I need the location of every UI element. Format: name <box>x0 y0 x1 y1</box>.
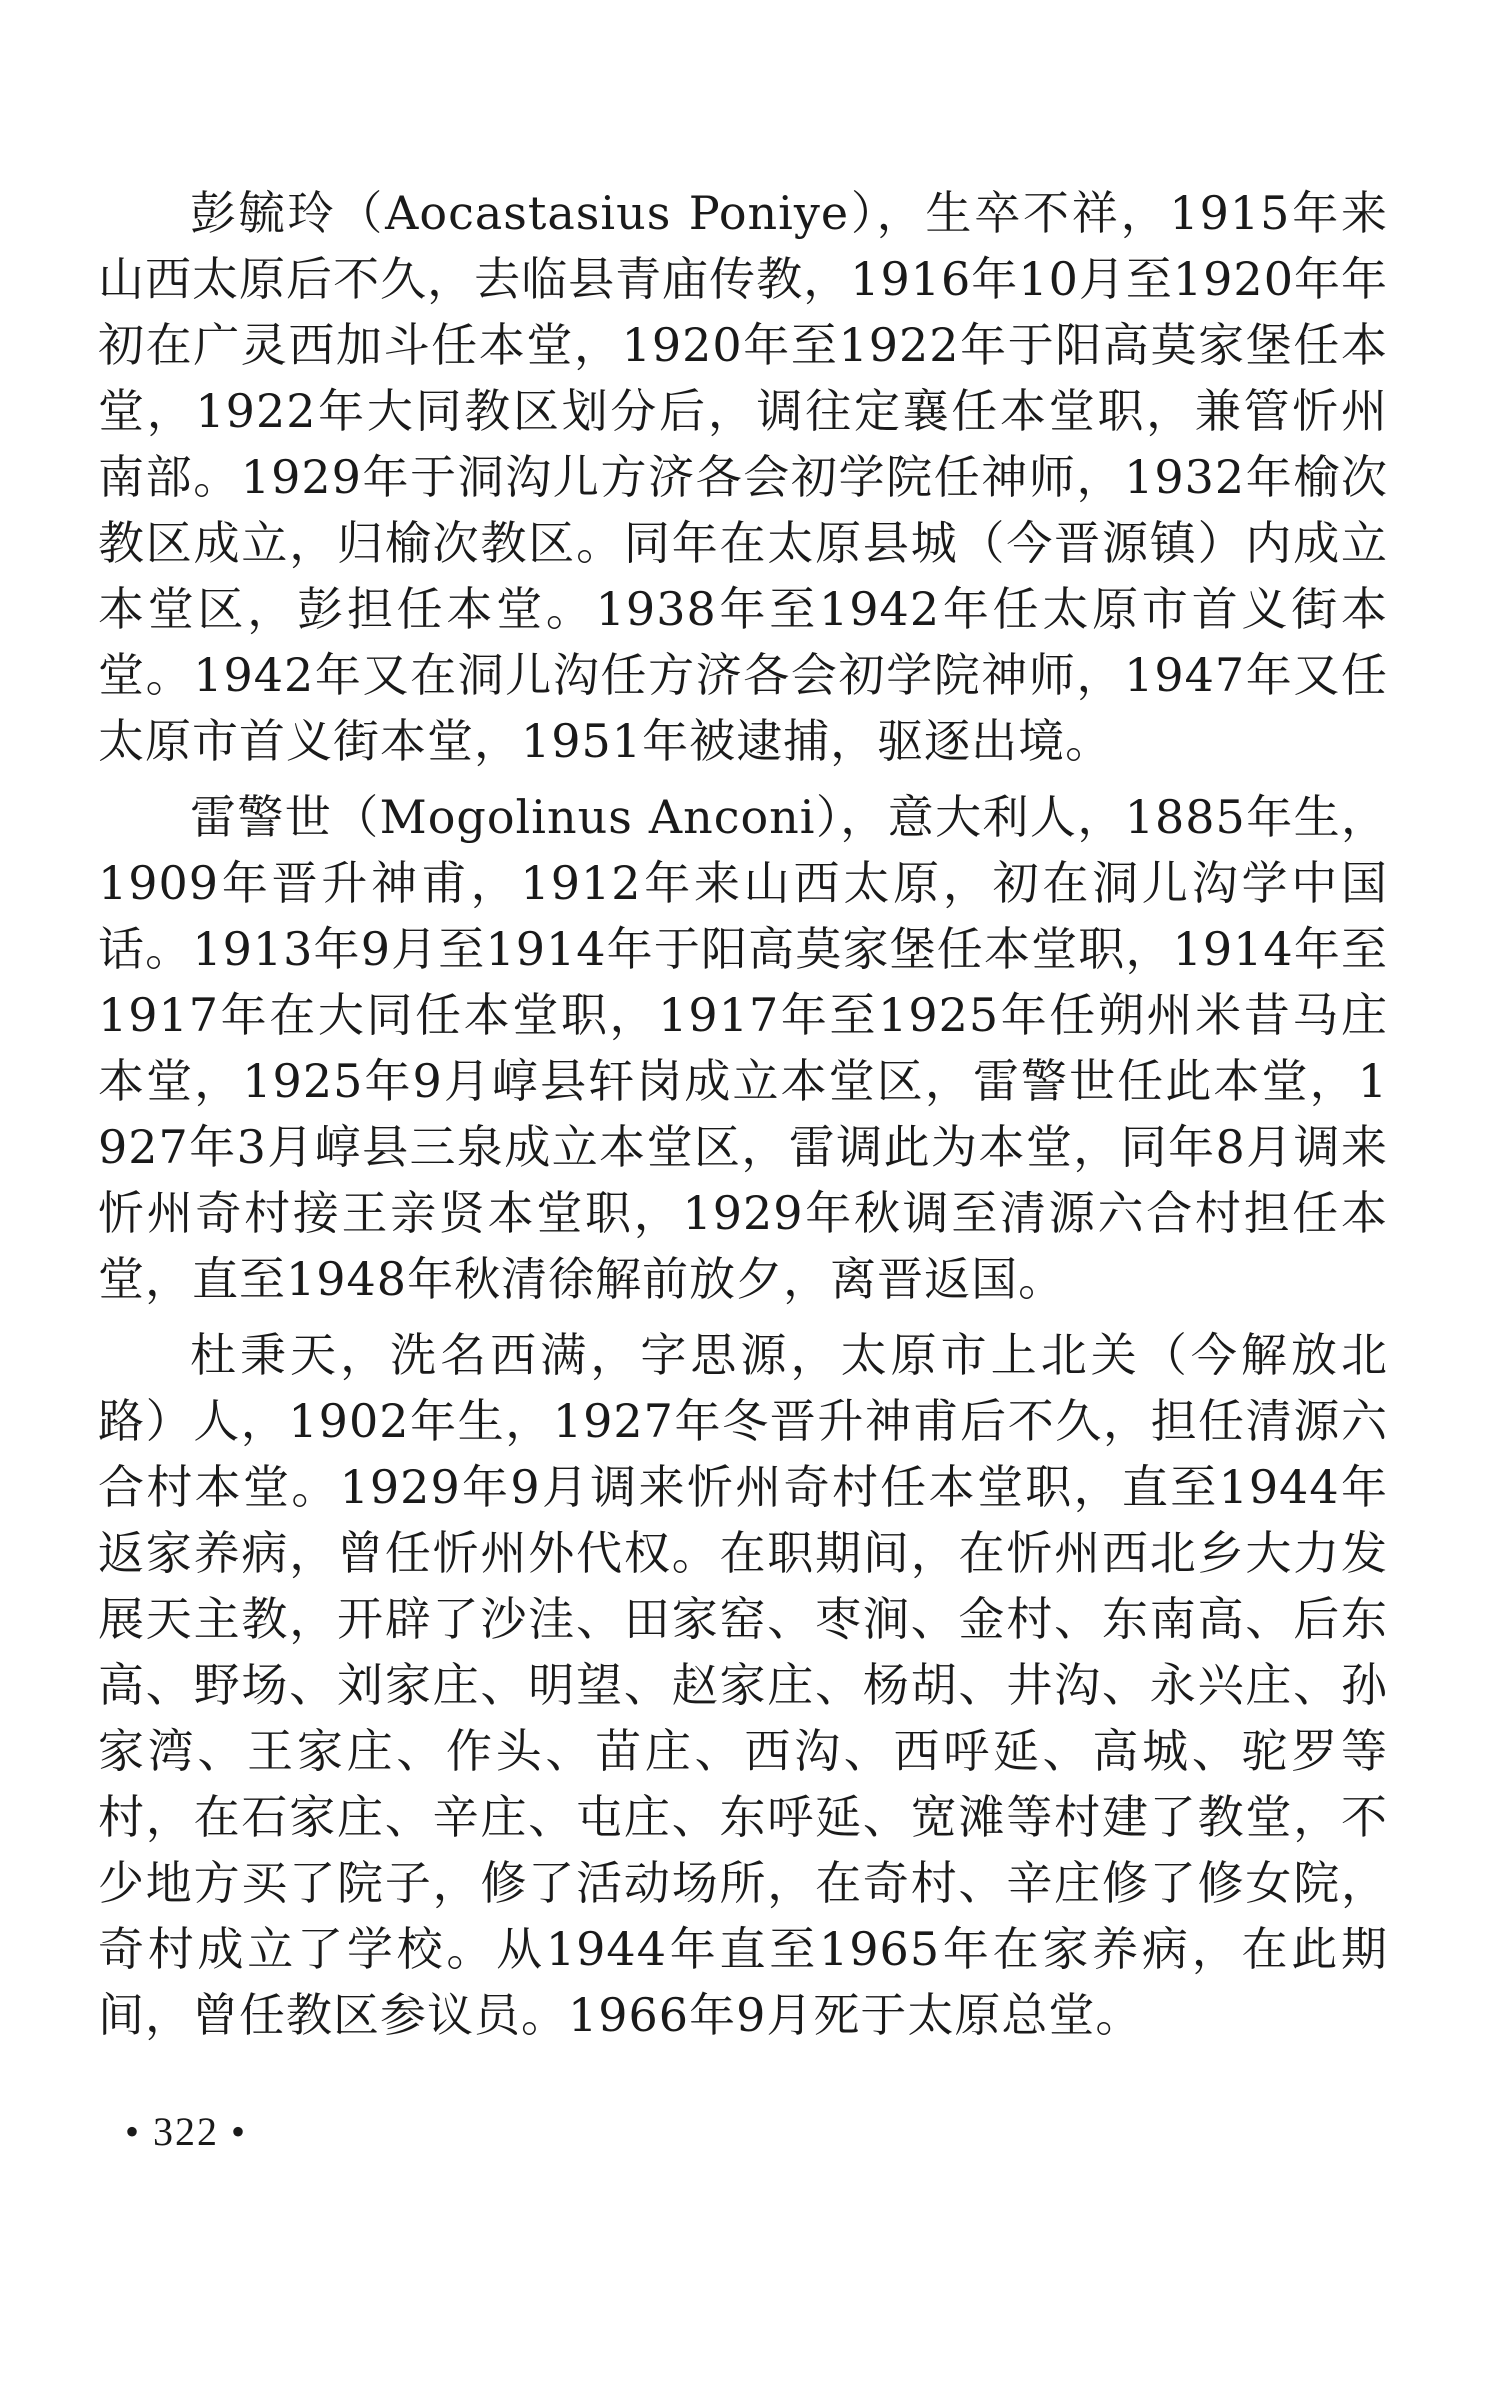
paragraph-du-bingtian: 杜秉天，洗名西满，字思源，太原市上北关（今解放北路）人，1902年生，1927年冬晋升神甫后不久，担任清源六合村本堂。1929年9月调来忻州奇村任本堂职，直至1944年返家养病，曾任忻州外代权。在职期间，在忻州西北乡大力发展天主教，开辟了沙洼、田家窑、枣涧、金村、东南高、后东高、野场、刘家庄、明望、赵家庄、杨胡、井沟、永兴庄、孙家湾、王家庄、作头、苗庄、西沟、西呼延、高城、驼罗等村，在石家庄、辛庄、屯庄、东呼延、宽滩等村建了教堂，不少地方买了院子，修了活动场所，在奇村、辛庄修了修女院，奇村成立了学校。从1944年直至1965年在家养病，在此期间，曾任教区参议员。1966年9月死于太原总堂。 <box>98 1328 1388 2042</box>
page-number: • 322 • <box>125 2109 248 2154</box>
paragraph-lei-jingshi: 雷警世（Mogolinus Anconi），意大利人，1885年生，1909年晋升神甫，1912年来山西太原，初在洞儿沟学中国话。1913年9月至1914年于阳高莫家堡任本堂职，1914年至1917年在大同任本堂职，1917年至1925年任朔州米昔马庄本堂，1925年9月崞县轩岗成立本堂区，雷警世任此本堂，1927年3月崞县三泉成立本堂区，雷调此为本堂，同年8月调来忻州奇村接王亲贤本堂职，1929年秋调至清源六合村担任本堂，直至1948年秋清徐解前放夕，离晋返国。 <box>98 790 1388 1306</box>
paragraph-peng-yuling: 彭毓玲（Aocastasius Poniye），生卒不祥，1915年来山西太原后不久，去临县青庙传教，1916年10月至1920年年初在广灵西加斗任本堂，1920年至1922年于阳高莫家堡任本堂，1922年大同教区划分后，调往定襄任本堂职，兼管忻州南部。1929年于洞沟儿方济各会初学院任神师，1932年榆次教区成立，归榆次教区。同年在太原县城（今晋源镇）内成立本堂区，彭担任本堂。1938年至1942年任太原市首义街本堂。1942年又在洞儿沟任方济各会初学院神师，1947年又任太原市首义街本堂，1951年被逮捕，驱逐出境。 <box>98 186 1388 768</box>
body-text <box>98 180 1388 2058</box>
